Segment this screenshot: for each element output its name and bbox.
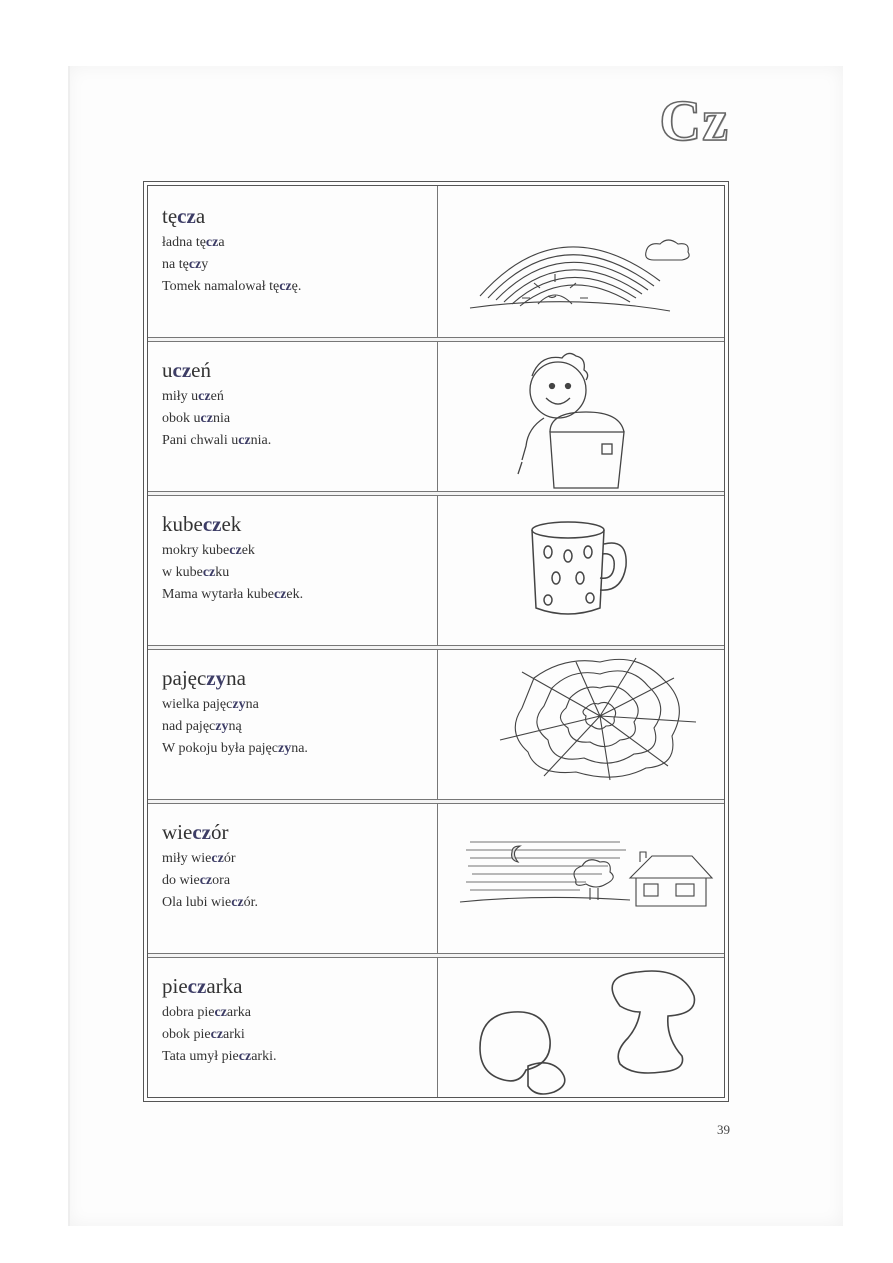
mug-icon — [440, 494, 726, 644]
phrase: ładna tęcza — [162, 235, 225, 250]
phrase: na tęczy — [162, 257, 209, 272]
phrase: w kubeczku — [162, 565, 230, 580]
phrase: miły uczeń — [162, 389, 224, 404]
word-row-wieczor — [148, 802, 724, 954]
page-number: 39 — [717, 1122, 730, 1137]
word-row-pajeczyna — [148, 648, 724, 800]
phrase: nad pajęczyną — [162, 719, 242, 734]
phrase: mokry kubeczek — [162, 543, 255, 558]
sentence: Ola lubi wieczór. — [162, 895, 259, 910]
phrase: wielka pajęczyna — [162, 697, 259, 712]
page-edge — [68, 66, 70, 1226]
word-heading: pieczarka — [162, 974, 243, 998]
sentence: Tata umył pieczarki. — [162, 1049, 277, 1064]
phrase: obok ucznia — [162, 411, 231, 426]
word-heading: kubeczek — [162, 512, 242, 536]
word-row-kubeczek — [148, 494, 724, 646]
word-row-pieczarka — [148, 956, 724, 1108]
sentence: Pani chwali ucznia. — [162, 433, 272, 448]
phrase: do wieczora — [162, 873, 231, 888]
phrase: dobra pieczarka — [162, 1005, 252, 1020]
sentence: Tomek namalował tęczę. — [162, 279, 302, 294]
rainbow-icon — [440, 186, 726, 336]
sentence: Mama wytarła kubeczek. — [162, 587, 304, 602]
word-heading: tęcza — [162, 204, 206, 228]
word-text-cell — [162, 512, 432, 606]
word-heading: uczeń — [162, 358, 211, 382]
evening-house-icon — [440, 802, 726, 952]
phrase: miły wieczór — [162, 851, 236, 866]
spiderweb-icon — [440, 648, 726, 798]
phrase: obok pieczarki — [162, 1027, 245, 1042]
word-text-cell — [162, 204, 432, 298]
sentence: W pokoju była pajęczyna. — [162, 741, 308, 756]
word-text-cell — [162, 820, 432, 914]
mushroom-icon — [440, 956, 726, 1106]
word-heading: wieczór — [162, 820, 229, 844]
word-text-cell — [162, 358, 432, 452]
letter-heading: Cz — [659, 88, 729, 153]
word-text-cell — [162, 666, 432, 760]
word-row-uczen — [148, 340, 724, 492]
word-table — [143, 181, 729, 1102]
word-heading: pajęczyna — [162, 666, 246, 690]
schoolboy-icon — [440, 340, 726, 490]
word-row-tecza — [148, 186, 724, 338]
word-table-inner — [147, 185, 725, 1098]
word-text-cell — [162, 974, 432, 1068]
